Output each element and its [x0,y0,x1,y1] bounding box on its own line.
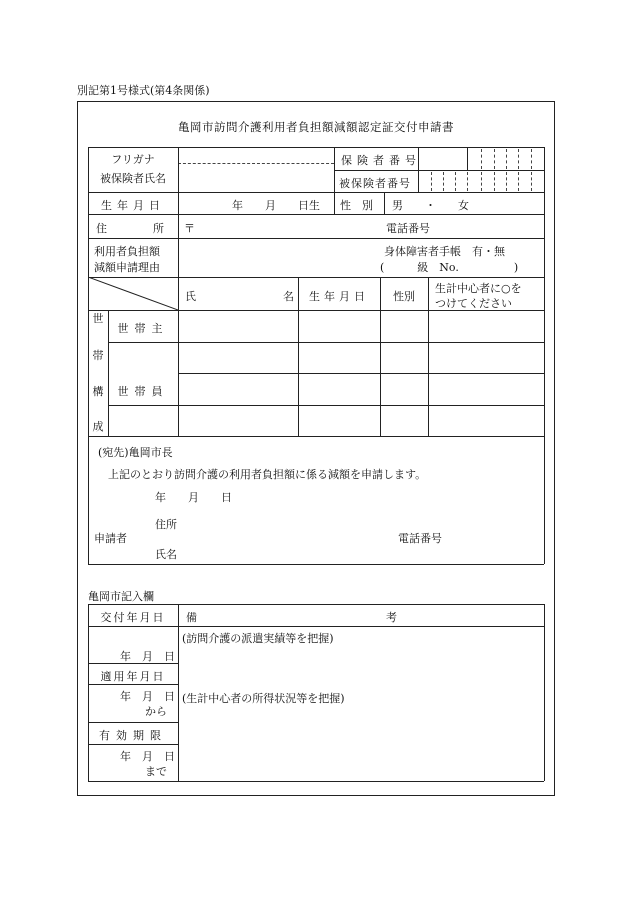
col-name-1: 氏 [185,290,196,303]
apply-from: から [145,705,167,718]
postal-mark: 〒 [184,222,195,235]
applicant-label: 申請者 [94,532,127,545]
remark-income: (生計中心者の所得状況等を把握) [182,692,345,705]
household-side-char-2: 帯 [92,349,104,362]
issue-date-label: 交付年月日 [100,611,166,624]
valid-date-ymd: 年 月 日 [120,750,175,763]
apply-date-label: 適用年月日 [100,670,166,683]
application-date: 年 月 日 [155,491,232,504]
col-birth: 生年月日 [309,290,369,303]
issue-date-ymd: 年 月 日 [120,650,175,663]
applicant-address-label: 住所 [155,518,177,531]
birth-date-format: 年 月 日生 [232,199,320,212]
reason-label-line2: 減額申請理由 [94,261,160,274]
insurer-number-label: 保険者番号 [341,154,421,167]
furigana-label: フリガナ [111,153,155,166]
addressee: (宛先)亀岡市長 [98,446,173,459]
reason-label-line1: 利用者負担額 [94,245,160,258]
sex-label: 性 別 [340,199,373,212]
applicant-phone-label: 電話番号 [398,532,442,545]
remarks-label-2: 考 [386,611,397,624]
form-number-label: 別記第1号様式(第4条関係) [77,84,210,97]
household-member-label: 世帯員 [117,385,169,398]
phone-label: 電話番号 [386,222,430,235]
sex-options: 男 ・ 女 [392,199,469,212]
col-sex: 性別 [393,290,415,303]
col-name-2: 名 [283,290,294,303]
address-label: 住 所 [96,222,172,235]
apply-date-ymd: 年 月 日 [120,690,175,703]
col-note-2: つけてください [435,297,512,310]
household-head-label: 世帯主 [117,322,169,335]
valid-until-label: 有効期限 [99,729,167,742]
col-note-1: 生計中心者に○を [435,282,522,295]
remark-visit-record: (訪問介護の派遣実績等を把握) [182,632,334,645]
application-statement: 上記のとおり訪問介護の利用者負担額に係る減額を申請します。 [108,468,427,481]
disability-book: 身体障害者手帳 有・無 [384,245,505,258]
insured-number-label: 被保険者番号 [339,177,411,190]
form-title: 亀岡市訪問介護利用者負担額減額認定証交付申請書 [178,120,454,134]
office-section-title: 亀岡市記入欄 [88,590,154,603]
insured-name-label: 被保険者氏名 [100,172,166,185]
diagonal-corner [88,277,178,310]
household-side-char-4: 成 [92,420,104,433]
household-side-char-3: 構 [92,385,104,398]
remarks-label-1: 備 [186,611,197,624]
household-side-char-1: 世 [92,312,104,325]
disability-grade: ( 級 No. ) [380,261,519,274]
valid-until: まで [145,765,167,778]
applicant-name-label: 氏名 [155,548,177,561]
birth-date-label: 生年月日 [101,199,165,212]
